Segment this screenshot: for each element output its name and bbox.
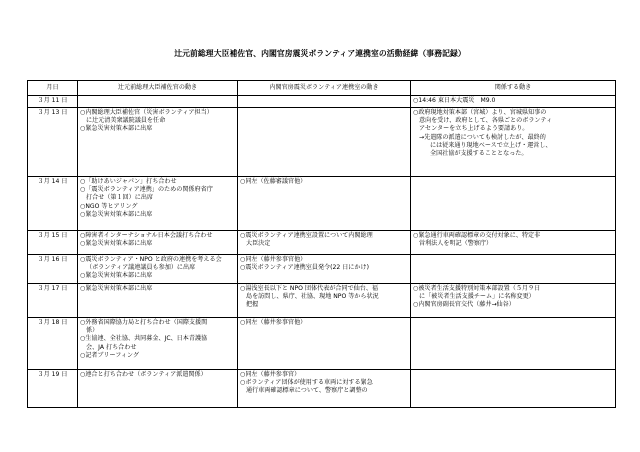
date-cell: ３月 11 日 [28, 96, 78, 108]
aide-cell [78, 284, 238, 318]
cell-line: ○緊急災害対策本部に出席 [80, 285, 153, 292]
activity-log-table [27, 80, 616, 408]
aide-cell [78, 370, 238, 408]
office-cell [238, 318, 411, 370]
cell-line: ○同左（藤井参事官） [240, 371, 301, 378]
cell-line: 営利法人を明記（警察庁） [419, 240, 493, 248]
related-cell [411, 370, 616, 408]
cell-line: ○NGO 等ヒアリング [80, 202, 138, 210]
aide-cell [78, 177, 238, 231]
related-cell [411, 318, 616, 370]
aide-cell [78, 96, 238, 108]
office-cell [238, 231, 411, 255]
cell-line: には従来通り現地ベースで立上げ・運営し、 [430, 141, 552, 149]
date-cell: ３月 19 日 [28, 370, 78, 408]
cell-line: ○連合と打ち合わせ（ボランティア派遣関係） [80, 371, 207, 378]
cell-line: ○被災者生活支援特別対策本部設置（５月９日 [413, 285, 541, 292]
cell-line: ○同左（藤井参事官他） [240, 256, 307, 263]
date-cell: ３月 18 日 [28, 318, 78, 370]
cell-line: ○「助けあいジャパン」打ち合わせ [80, 178, 177, 185]
cell-line: →先遣隊の派遣についても検討したが、最終的 [419, 133, 546, 141]
cell-line: ○内閣総理大臣補佐官（災害ボランティア担当） [80, 109, 213, 116]
table-row [28, 96, 616, 108]
aide-cell [78, 318, 238, 370]
document-title: 辻元前総理大臣補佐官、内閣官房震災ボランティア連携室の活動経緯（事務記録） [174, 49, 466, 58]
date-cell: ３月 16 日 [28, 255, 78, 284]
table-row [28, 108, 616, 177]
related-cell [411, 177, 616, 231]
related-cell [411, 108, 616, 177]
cell-line: ○内閣官房副長官交代（藤井→仙谷） [413, 301, 515, 309]
date-cell: ３月 15 日 [28, 231, 78, 255]
cell-line: （ボランティア議連議員も参加）に出席 [86, 264, 196, 272]
aide-cell [78, 108, 238, 177]
cell-line: ○緊急災害対策本部に出席 [80, 240, 153, 248]
cell-line: に「被災者生活支援チーム」に名称変更） [419, 293, 535, 301]
cell-line: 把握 [246, 301, 259, 309]
date-cell: ３月 14 日 [28, 177, 78, 231]
cell-line: ○震災ボランティア連携室設置について内閣総理 [240, 232, 373, 239]
header-date: 月日 [28, 81, 78, 96]
cell-line: ○震災ボランティア・NPO と政府の連携を考える会 [80, 256, 222, 263]
office-cell [238, 284, 411, 318]
cell-line: ○14:46 東日本大震災 M9.0 [413, 97, 496, 104]
cell-line: に辻元清美衆議院議員を任命 [86, 117, 166, 125]
table-body [28, 96, 616, 408]
office-cell [238, 177, 411, 231]
cell-line: ○緊急災害対策本部に出席 [80, 210, 153, 218]
office-cell [238, 255, 411, 284]
cell-line: ○外務省国際協力局と打ち合わせ（国際支援関 [80, 319, 208, 326]
cell-line: ○同左（佐藤審議官他） [240, 178, 307, 185]
cell-line: ○記者ブリーフィング [80, 351, 140, 359]
cell-line: ○緊急災害対策本部に出席 [80, 125, 153, 133]
cell-line: ○震災ボランティア連携室員発令(22 日にかけ) [240, 264, 369, 272]
date-cell: ３月 17 日 [28, 284, 78, 318]
cell-line: ○緊急災害対策本部に出席 [80, 272, 153, 280]
cell-line: 打合せ（第１回）に出席 [86, 194, 154, 202]
table-row [28, 177, 616, 231]
related-cell [411, 255, 616, 284]
cell-line: ○湯浅室長以下と NPO 団体代表が合同で仙台、福 [240, 285, 379, 292]
cell-line: 全国社協が支援することとなった。 [430, 150, 528, 158]
header-office: 内閣官房震災ボランティア連携室の動き [238, 81, 411, 96]
cell-line: 島を訪問し、県庁、社協、現地 NPO 等から状況 [246, 293, 379, 301]
table-row [28, 231, 616, 255]
cell-line: 意向を受け、政府として、各県ごとのボランティ [419, 117, 553, 125]
cell-line: 係） [86, 327, 99, 335]
header-related: 関係する動き [411, 81, 616, 96]
cell-line: ○障害者インターナショナル日本会議打ち合わせ [80, 232, 213, 239]
cell-line: ○緊急通行車両確認標章の交付対象に、特定非 [413, 232, 541, 239]
office-cell [238, 108, 411, 177]
table-row [28, 370, 616, 408]
cell-line: 大臣決定 [246, 240, 271, 248]
aide-cell [78, 255, 238, 284]
date-cell: ３月 13 日 [28, 108, 78, 177]
related-cell [411, 284, 616, 318]
table-row [28, 284, 616, 318]
office-cell [238, 96, 411, 108]
related-cell [411, 96, 616, 108]
cell-line: ○同左（藤井参事官他） [240, 319, 307, 326]
cell-line: ○生協連、全社協、共同募金、JC、日本青護協 [80, 335, 208, 343]
cell-line: 通行車両確認標章について、警察庁と調整の [246, 387, 368, 395]
cell-line: 会、JA 打ち合わせ [86, 343, 137, 351]
aide-cell [78, 231, 238, 255]
cell-line: ○政府現地対策本部（宮城）より、宮城県知事の [413, 109, 547, 116]
table-header-row [28, 81, 616, 96]
cell-line: ○「震災ボランティア連携」のための関係府省庁 [80, 186, 213, 194]
table-row [28, 255, 616, 284]
related-cell [411, 231, 616, 255]
table-row [28, 318, 616, 370]
header-aide: 辻元前総理大臣補佐官の動き [78, 81, 238, 96]
cell-line: ○ボランティア団体が使用する車両に対する緊急 [240, 379, 373, 387]
cell-line: アセンターを立ち上げるよう要請あり。 [419, 125, 529, 133]
office-cell [238, 370, 411, 408]
